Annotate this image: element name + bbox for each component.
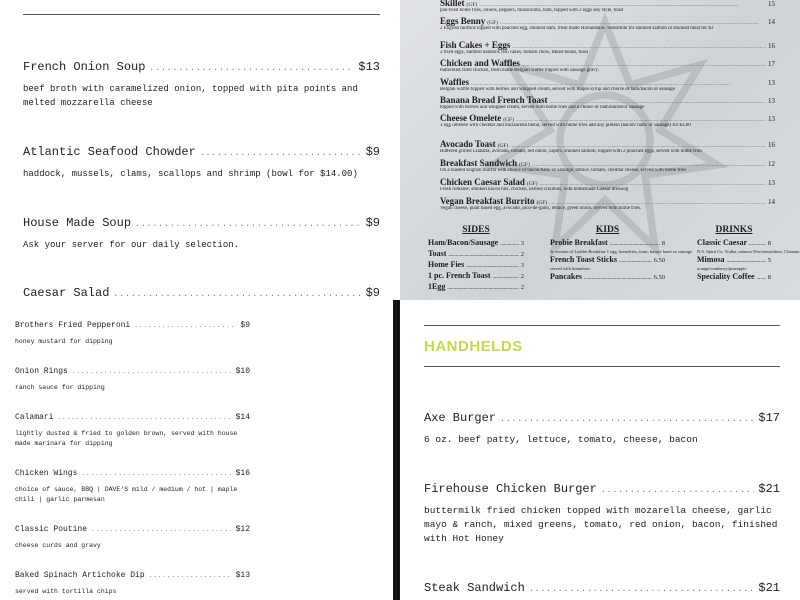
gluten-free-tag: (GF) [487,20,498,26]
menu-item [424,482,780,546]
menu-item [15,321,250,347]
item-description: buttermilk fried chicken, fresh made Belgian waffle topped with sausage gravy. [440,68,599,73]
drinks-list [697,238,800,283]
dot-leader [610,242,660,247]
item-description: Buttered grilled Ciabatta, avocado, tomato, red onion, capers, smoked salmon, topped with 2 poached eggs, served with home fries [440,149,703,154]
top-divider [23,14,380,15]
gluten-free-tag: (GF) [519,162,530,168]
item-name: House Made Soup [23,216,132,230]
item-line [440,113,775,123]
item-name: Chicken and Waffles [440,58,520,68]
item-description: cheese curds and gravy [15,542,101,549]
item-description: Belgian waffle topped with berries and whipped cream, served with maple syrup and choice of ham/bacon or sausage [440,87,675,92]
dot-leader [135,220,362,229]
item-description: On a toasted English muffin with choice of bacon/ham/ or sausage, lettuce, tomato, cheddar cheese, served with home fries [440,168,687,173]
breakfast-item [440,16,775,32]
section-bottom-rule [424,366,780,367]
menu-item [15,469,250,505]
menu-item [23,286,380,300]
item-name: Atlantic Seafood Chowder [23,145,196,159]
item-name: Home Fies [428,260,465,269]
menu-item [15,571,250,597]
menu-item [15,367,250,393]
item-name: Classic Caesar [697,238,747,247]
item-price: 2 [520,251,524,258]
item-line [440,196,775,206]
dot-leader [134,322,236,329]
item-name: Classic Poutine [15,525,88,534]
menu-item [23,60,380,110]
gluten-free-tag: (GF) [526,181,538,187]
item-name: French Toast Sticks [550,255,617,264]
sides-row [428,260,524,271]
kids-column [550,225,692,283]
item-description: pan-fried home fries, onions, peppers, mushrooms, ham, topped with 2 eggs any style, toast [440,8,624,13]
gluten-free-tag: (GF) [503,117,514,123]
item-name: Speciality Coffee [697,272,755,281]
item-price: $21 [758,581,780,595]
item-name: Eggs Benny [440,16,486,26]
breakfast-item [440,58,775,74]
drinks-row [697,238,771,249]
item-description: served with tortilla chips [15,588,117,595]
item-price: $9 [240,321,250,330]
item-price: 8 [767,274,771,281]
menu-item [23,145,380,181]
section-top-rule [424,325,780,326]
sides-heading: SIDES [462,225,490,235]
item-name: Chicken Wings [15,469,78,478]
dot-leader [727,259,766,264]
item-price: $12 [235,525,250,534]
item-note: served with homefries [550,266,590,271]
dot-leader [619,259,652,264]
breakfast-item [440,177,775,193]
dot-leader [91,526,232,533]
item-price: $13 [235,571,250,580]
item-line [440,177,775,187]
kids-row [550,255,665,266]
item-name: French Onion Soup [23,60,146,74]
item-description: 2 English muffins topped with poached egg, smoked ham, fresh made Hollandaise. Substitute for smoked salmon or smoked meat for $3 [440,26,714,31]
item-description: buttermilk fried chicken topped with mozarella cheese, garlic mayo & ranch, mixed greens, tomato, red onion, bacon, finished with Hot Honey [424,505,778,544]
dot-leader [500,415,754,424]
breakfast-item [440,95,775,111]
item-name: Axe Burger [424,411,497,425]
sides-row [428,271,524,282]
item-name: Chicken Caesar Salad [440,177,525,187]
item-price: 3 [520,262,524,269]
item-line [440,16,775,26]
item-name: Banana Bread French Toast [440,95,548,105]
dot-leader [493,275,519,280]
breakfast-item [440,158,775,174]
menu-item [23,216,380,252]
item-line [440,40,775,50]
item-price: $10 [235,367,250,376]
item-price: 13 [768,97,775,105]
soups-menu-panel [0,0,400,300]
kids-heading: KIDS [595,225,620,235]
item-line [440,77,775,87]
sides-column [428,225,524,293]
item-line [440,139,775,149]
gluten-free-tag: (GF) [466,2,478,8]
kids-row [550,238,665,249]
item-price: $9 [365,216,380,230]
sides-row [428,249,524,260]
item-description: topped with berries and whipped cream, served with home fries and a choice of ham/bacon/or sausage [440,105,645,110]
item-description: Vegan cheese, plant based egg, avocado, pico-de-gallo, lettuce, green onion. Served with home fries. [440,206,642,211]
drinks-heading: DRINKS [715,225,753,235]
appetizers-menu-panel [0,300,393,600]
item-name: 1 pc. French Toast [428,271,491,280]
dot-leader [447,286,518,291]
gluten-free-tag: (GF) [497,143,509,149]
item-price: 6.50 [653,257,665,264]
dot-leader [72,368,232,375]
item-price: $13 [358,60,380,74]
menu-item [15,525,250,551]
dot-leader [448,253,518,258]
item-name: Skillet [440,0,465,8]
item-name: Caesar Salad [23,286,110,300]
item-price: $14 [235,413,250,422]
item-name: Cheese Omelete [440,113,502,123]
breakfast-item [440,0,775,14]
kids-list [550,238,692,283]
item-price: 8 [661,240,665,247]
breakfast-item [440,139,775,155]
item-description: 6 oz. beef patty, lettuce, tomato, cheese, bacon [424,434,698,445]
item-price: $9 [365,286,380,300]
menu-item [424,581,780,595]
dot-leader [113,290,361,299]
item-price: 12 [768,160,775,168]
item-description: beef broth with caramelized onion, topped with pita points and melted mozzarella cheese [23,84,358,108]
item-name: Firehouse Chicken Burger [424,482,597,496]
item-description: ranch sauce for dipping [15,384,105,391]
item-line [440,158,775,168]
item-line [440,58,775,68]
menu-item [15,413,250,449]
dot-leader [149,572,232,579]
dot-leader [749,242,766,247]
item-price: 8 [767,240,771,247]
item-name: Breakfast Sandwich [440,158,518,168]
item-description: honey mustard for dipping [15,338,113,345]
sides-list [428,238,524,293]
item-name: Onion Rings [15,367,68,376]
dot-leader [81,470,231,477]
section-title: HANDHELDS [424,338,523,355]
gluten-free-tag: (GF) [536,200,548,206]
item-name: Baked Spinach Artichoke Dip [15,571,145,580]
breakfast-menu-photo [400,0,800,300]
item-description: 2 fried eggs, Sambro haddock fish cakes, tomato chow, baked beans, toast [440,50,589,55]
item-price: 13 [768,115,775,123]
kids-row [550,272,665,283]
sides-row [428,238,524,249]
item-description: lightly dusted & fried to golden brown, served with house made marinara for dipping [15,430,238,447]
dot-leader [601,486,755,495]
item-name: Fish Cakes + Eggs [440,40,511,50]
item-price: 5 [767,257,771,264]
drinks-column [697,225,800,283]
drinks-row [697,255,771,266]
item-name: Waffles [440,77,469,87]
item-price: $16 [235,469,250,478]
breakfast-item [440,77,775,93]
item-line [440,95,775,105]
item-note: orange/cranberry/pineapple [697,266,747,271]
item-name: Steak Sandwich [424,581,525,595]
item-price: 16 [768,141,775,149]
dot-leader [500,242,519,247]
item-description: Ask your server for our daily selection. [23,240,240,250]
sides-row [428,282,524,293]
item-name: Brothers Fried Pepperoni [15,321,131,330]
item-name: Toast [428,249,447,258]
menu-item [424,411,780,447]
item-price: $9 [365,145,380,159]
dot-leader [757,276,766,281]
item-note: N.S. Spirit Co. Vodka, tabasco Worchestershire, Clamato [697,249,800,254]
dot-leader [466,264,519,269]
item-price: 14 [768,18,775,26]
item-description: choice of sauce, BBQ | DAVE'S mild / medium / hot | maple chili | garlic parmesan [15,486,238,503]
dot-leader [200,149,362,158]
drinks-row [697,272,771,283]
item-description: Fresh romaine, smoked bacon bits, chicken, herbed croutons, with homemade Caesar dressing [440,187,629,192]
item-price: 15 [768,0,775,8]
item-name: 1Egg [428,282,446,291]
item-name: Calamari [15,413,54,422]
item-line [440,0,775,8]
dot-leader [529,585,755,594]
item-price: $21 [758,482,780,496]
dot-leader [584,276,652,281]
item-price: 17 [768,60,775,68]
vertical-divider [393,300,400,600]
item-price: 6.50 [653,274,665,281]
handhelds-menu-panel [400,300,800,600]
item-price: 13 [768,79,775,87]
item-name: Probie Breakfast [550,238,608,247]
item-name: Pancakes [550,272,582,281]
dot-leader [57,414,231,421]
item-name: Ham/Bacon/Sausage [428,238,499,247]
item-description: haddock, mussels, clams, scallops and shrimp (bowl for $14.00) [23,169,358,179]
item-note: Jr. version of Ladder Breakfast 1 egg, homefries, toast, bacon/ ham/ or sausage [550,249,692,254]
item-price: 13 [768,179,775,187]
item-description: 3 egg omelete with cheddar and mozzarella blend, served with home fries add any protein (bacon/ ham/ or sausage) for $3.00 [440,123,691,128]
breakfast-item [440,113,775,129]
item-name: Vegan Breakfast Burrito [440,196,535,206]
item-price: 3 [520,240,524,247]
dot-leader [149,64,354,73]
breakfast-item [440,196,775,212]
item-name: Mimosa [697,255,725,264]
item-price: 16 [768,42,775,50]
item-price: $17 [758,411,780,425]
item-price: 2 [520,284,524,291]
item-name: Avocado Toast [440,139,496,149]
item-price: 2 [520,273,524,280]
item-price: 14 [768,198,775,206]
breakfast-item [440,40,775,56]
